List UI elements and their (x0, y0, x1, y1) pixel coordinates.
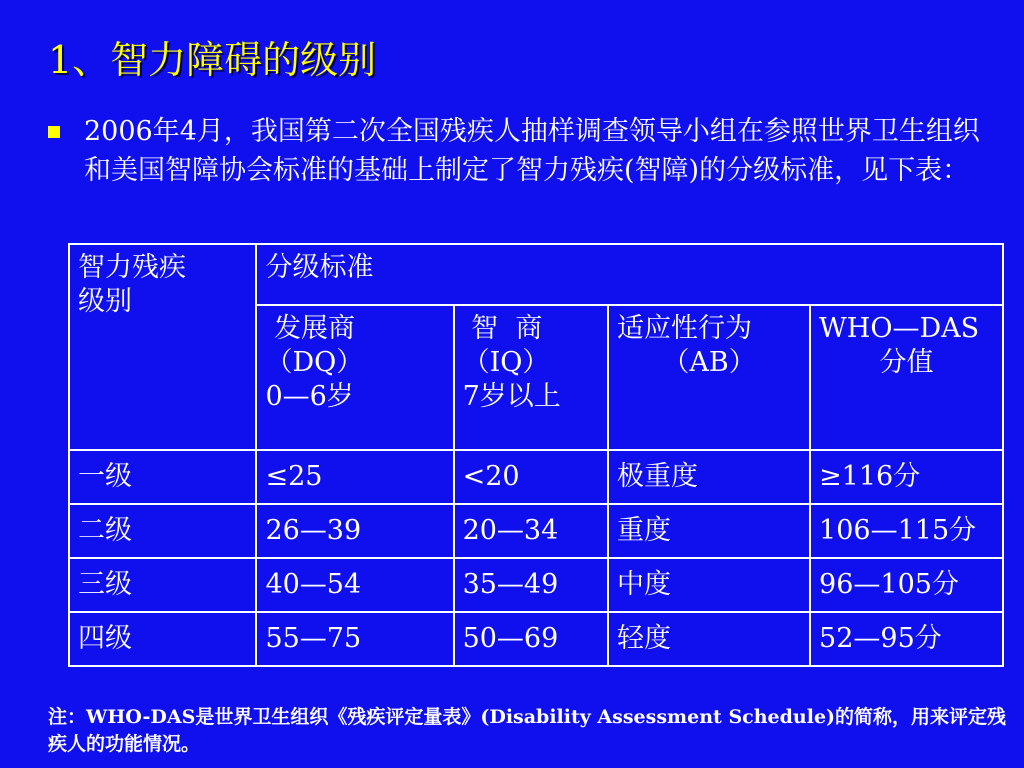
iq-cell: <20 (454, 450, 608, 504)
column-header-iq (454, 305, 608, 450)
dq-cell: 55—75 (256, 612, 453, 666)
criteria-group-header: 分级标准 (256, 244, 1003, 305)
column-header-who-das (810, 305, 1003, 450)
dq-cell: ≤25 (256, 450, 453, 504)
grade-header-cell (69, 244, 256, 450)
table-header-row (69, 244, 1003, 305)
table-row (69, 450, 1003, 504)
bullet-text: 2006年4月，我国第二次全国残疾人抽样调查领导小组在参照世界卫生组织和美国智障协会标准的基础上制定了智力残疾(智障)的分级标准，见下表： (84, 116, 980, 186)
who-das-cell: 106—115分 (810, 504, 1003, 558)
grade-header-line: 智力残疾 (78, 252, 186, 283)
column-header-line: （AB） (662, 347, 756, 378)
table-row (69, 558, 1003, 612)
column-header-line: 7岁以上 (462, 381, 561, 412)
who-das-cell: ≥116分 (810, 450, 1003, 504)
grading-table (68, 243, 1004, 667)
ab-cell: 极重度 (608, 450, 810, 504)
dq-cell: 26—39 (256, 504, 453, 558)
ab-cell: 重度 (608, 504, 810, 558)
grade-cell: 四级 (69, 612, 256, 666)
grade-header-line: 级别 (78, 286, 132, 317)
table-row (69, 504, 1003, 558)
bullet-paragraph (48, 112, 988, 190)
grade-cell: 三级 (69, 558, 256, 612)
column-header-line: （IQ） (462, 347, 550, 378)
who-das-cell: 96—105分 (810, 558, 1003, 612)
column-header-ab (608, 305, 810, 450)
iq-cell: 20—34 (454, 504, 608, 558)
column-header-line: 适应性行为 (617, 313, 753, 344)
column-header-line: 0—6岁 (265, 381, 354, 412)
column-header-line: 智 商 (462, 313, 543, 344)
column-header-line: 分值 (879, 347, 934, 378)
iq-cell: 35—49 (454, 558, 608, 612)
ab-cell: 中度 (608, 558, 810, 612)
slide-title: 1、智力障碍的级别 (48, 38, 377, 82)
table-row (69, 612, 1003, 666)
column-header-line: WHO—DAS (819, 313, 980, 344)
column-header-dq (256, 305, 453, 450)
grade-cell: 一级 (69, 450, 256, 504)
iq-cell: 50—69 (454, 612, 608, 666)
who-das-cell: 52—95分 (810, 612, 1003, 666)
ab-cell: 轻度 (608, 612, 810, 666)
grade-cell: 二级 (69, 504, 256, 558)
column-header-line: 发展商 (265, 313, 356, 344)
dq-cell: 40—54 (256, 558, 453, 612)
square-bullet-icon (48, 126, 60, 138)
footnote: 注：WHO-DAS是世界卫生组织《残疾评定量表》(Disability Assessment Schedule)的简称，用来评定残疾人的功能情况。 (48, 706, 1007, 755)
column-header-line: （DQ） (265, 347, 364, 378)
